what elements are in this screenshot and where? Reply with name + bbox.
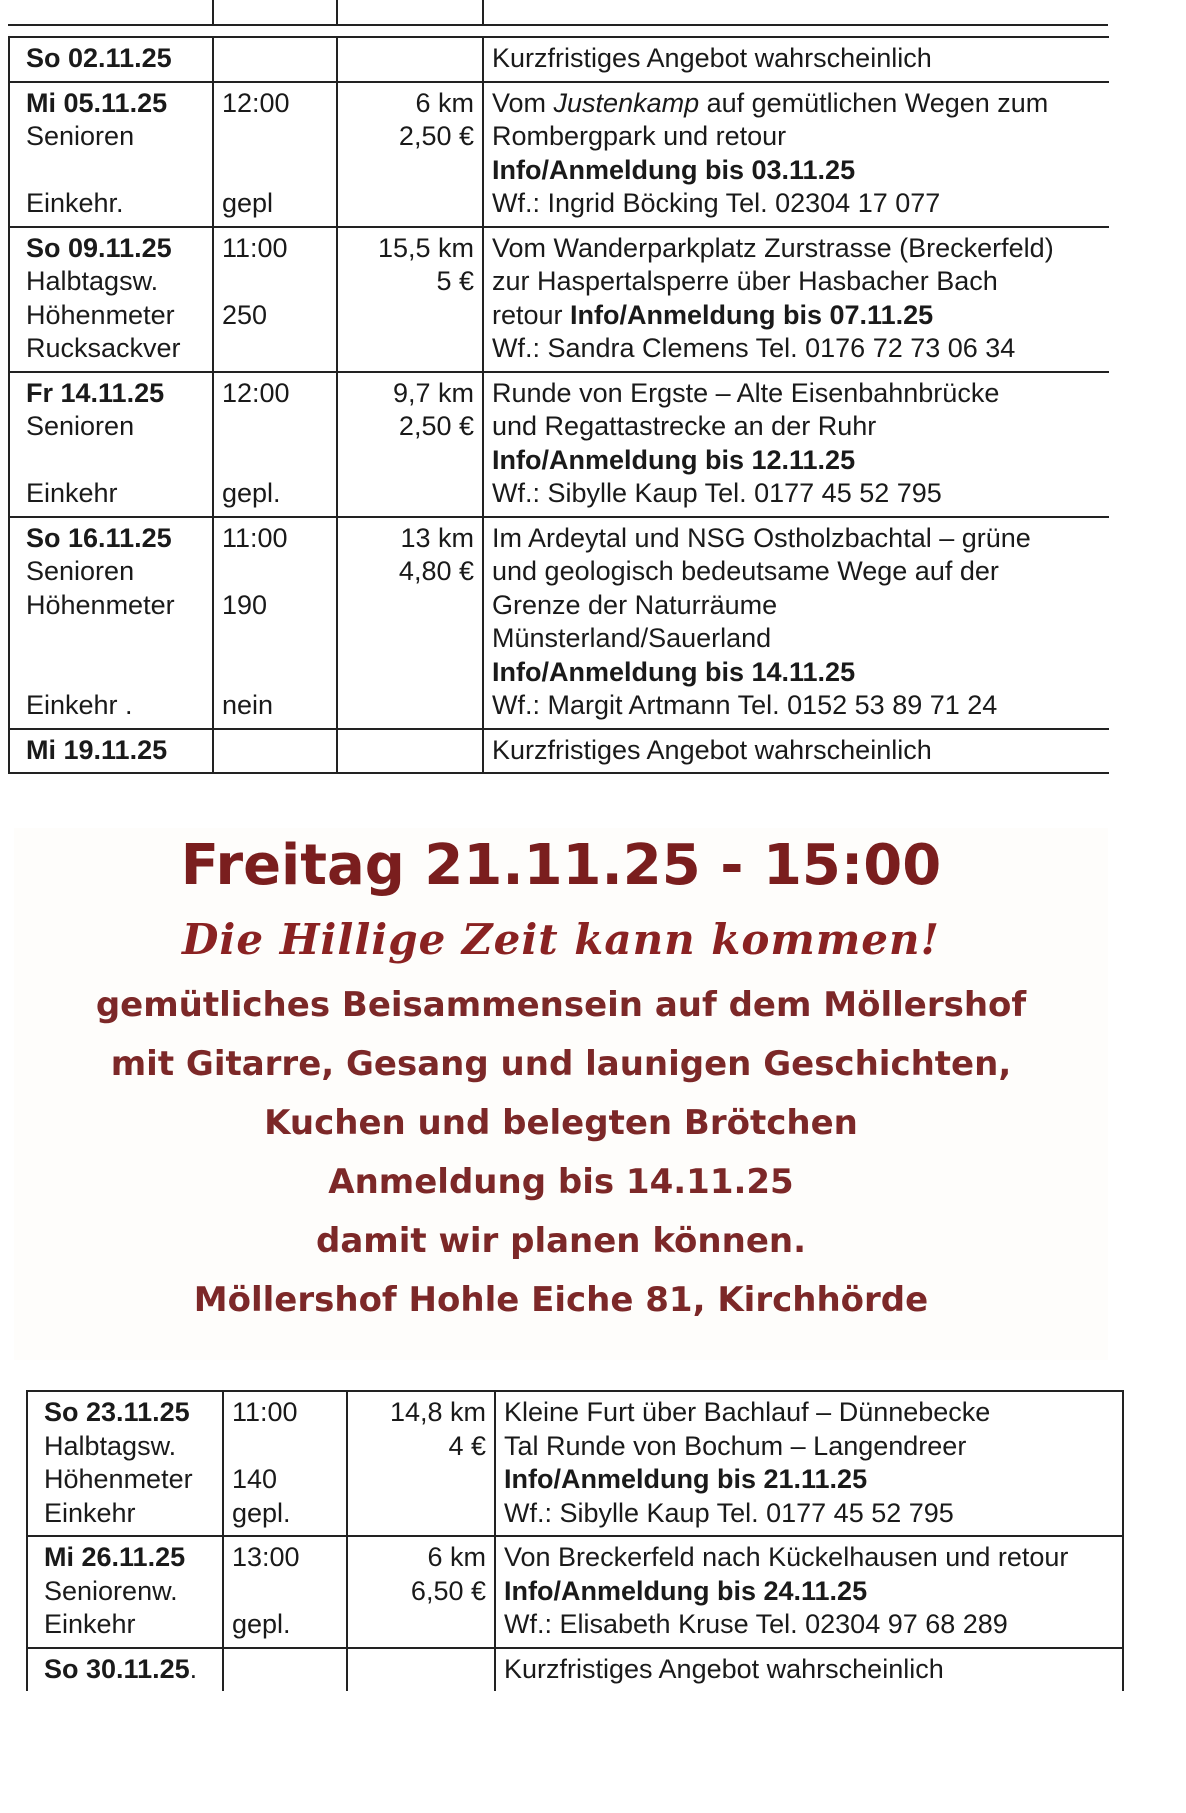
cell-line: Rombergpark und retour [492,121,787,151]
cell-line: Wf.: Ingrid Böcking Tel. 02304 17 077 [492,188,941,218]
cell-line: Info/Anmeldung bis 21.11.25 [504,1464,868,1494]
distance-cost-cell [337,82,483,227]
time-cell [223,1648,347,1692]
cell-line: Kurzfristiges Angebot wahrscheinlich [492,734,932,765]
cell-line: Wf.: Margit Artmann Tel. 0152 53 89 71 24 [492,690,998,720]
description-cell [495,1391,1123,1536]
event-headline: Freitag 21.11.25 - 15:00 [180,833,942,898]
cell-line: Einkehr . [26,690,133,720]
cell-line: Münsterland/Sauerland [492,623,772,653]
cell-line: gepl. [222,478,281,508]
distance-cost-cell [337,227,483,372]
cell-line: zur Haspertalsperre über Hasbacher Bach [492,266,998,296]
cell-line: Seniorenw. [44,1575,178,1606]
cell-line: Halbtagsw. [26,266,159,296]
event-line: Kuchen und belegten Brötchen [264,1103,858,1143]
cell-line: Einkehr. [26,188,124,218]
table-row [9,729,1109,774]
cell-line: Wf.: Sandra Clemens Tel. 0176 72 73 06 34 [492,333,1016,363]
cell-line [26,444,204,478]
table-row [9,82,1109,227]
cell-line: Höhenmeter [26,589,175,620]
cell-line: 2,50 € [398,121,474,151]
schedule-table-1-body [9,37,1109,773]
cell-line: 12:00 [222,87,290,118]
date-cell [9,517,213,729]
cell-line [44,1653,214,1687]
cell-line: Rucksackver [26,333,181,363]
cell-line: Wf.: Sibylle Kaup Tel. 0177 45 52 795 [504,1497,954,1528]
event-line: gemütliches Beisammensein auf dem Möllershof [95,985,1027,1025]
cell-line: 140 [232,1464,278,1494]
cell-line: Senioren [26,121,135,151]
cell-line: Höhenmeter [26,299,175,330]
description-cell [483,372,1109,517]
event-details [14,976,1108,1330]
time-cell [213,227,337,372]
cell-line: Info/Anmeldung bis 03.11.25 [492,154,856,185]
cell-line: So 23.11.25 [44,1397,190,1427]
cell-line [492,299,1101,333]
cell-line: Kurzfristiges Angebot wahrscheinlich [504,1653,944,1684]
description-cell [495,1536,1123,1648]
cell-line [222,444,328,478]
cell-line: gepl. [232,1497,291,1528]
cell-line: Info/Anmeldung bis 14.11.25 [492,656,856,687]
text-fragment: So 30.11.25 [44,1653,190,1684]
description-cell [483,37,1109,82]
cell-line: 11:00 [232,1397,298,1427]
cell-line [222,622,328,656]
cell-line: 14,8 km [389,1397,486,1427]
table-row [27,1648,1123,1692]
cell-line: So 09.11.25 [26,232,172,263]
date-cell [9,372,213,517]
cell-line [232,1575,338,1609]
cell-line: 15,5 km [377,232,474,263]
event-line: Anmeldung bis 14.11.25 [328,1162,794,1202]
cell-line: nein [222,690,274,720]
description-cell [483,227,1109,372]
cell-line: 4 € [448,1430,486,1461]
table-row [27,1536,1123,1648]
distance-cost-cell [347,1536,495,1648]
cell-line [222,120,328,154]
time-cell [213,517,337,729]
cell-line: 13:00 [232,1542,300,1572]
cell-line: Mi 05.11.25 [26,87,168,118]
date-cell [27,1648,223,1692]
date-cell [27,1391,223,1536]
date-cell [9,729,213,774]
date-cell [9,82,213,227]
cell-line [222,656,328,690]
cell-line: Info/Anmeldung bis 24.11.25 [504,1575,868,1606]
cell-line: Fr 14.11.25 [26,377,165,408]
time-cell [213,372,337,517]
cell-line: Einkehr [26,478,118,508]
cell-line [492,87,1101,121]
cell-line [26,656,204,690]
cell-line: 250 [222,299,268,330]
table-row [9,37,1109,82]
time-cell [223,1536,347,1648]
table-row [9,517,1109,729]
text-fragment: auf gemütlichen Wegen zum [699,87,1049,118]
cell-line [232,1430,338,1464]
time-cell [213,729,337,774]
cell-line: Höhenmeter [44,1464,193,1494]
event-line: Möllershof Hohle Eiche 81, Kirchhörde [193,1280,929,1320]
cell-line [222,555,328,589]
cell-line [26,154,204,188]
time-cell [213,37,337,82]
cell-line [222,265,328,299]
cell-line: Halbtagsw. [44,1430,177,1461]
cell-line: So 16.11.25 [26,522,172,553]
previous-row-fragment [8,0,1108,26]
schedule-table-2 [26,1390,1124,1691]
cell-line: 2,50 € [398,411,474,441]
cell-line: Einkehr [44,1609,136,1639]
cell-line: 11:00 [222,522,288,553]
description-cell [483,729,1109,774]
cell-line: Senioren [26,411,135,441]
text-fragment: Info/Anmeldung bis 07.11.25 [570,299,934,330]
cell-line: und geologisch bedeutsame Wege auf der [492,556,999,586]
distance-cost-cell [347,1391,495,1536]
schedule-table-2-body [27,1391,1123,1691]
text-fragment: . [189,1653,198,1684]
cell-line: und Regattastrecke an der Ruhr [492,411,877,441]
date-cell [9,37,213,82]
cell-line: So 02.11.25 [26,43,172,73]
cell-line: 12:00 [222,377,290,408]
cell-line [222,410,328,444]
cell-line: 13 km [400,522,474,553]
time-cell [223,1391,347,1536]
table-row [9,372,1109,517]
text-fragment: retour [492,299,571,330]
cell-line: Info/Anmeldung bis 12.11.25 [492,444,856,475]
cell-line: Tal Runde von Bochum – Langendreer [504,1430,967,1461]
date-cell [9,227,213,372]
event-slogan: Die Hillige Zeit kann kommen! [182,915,940,964]
cell-line: Von Breckerfeld nach Kückelhausen und retour [504,1542,1069,1572]
cell-line: Senioren [26,556,135,586]
cell-line: Mi 19.11.25 [26,734,168,765]
cell-line: 4,80 € [398,556,474,586]
cell-line: Runde von Ergste – Alte Eisenbahnbrücke [492,377,1000,408]
description-cell [483,517,1109,729]
cell-line: 5 € [436,266,474,296]
distance-cost-cell [337,372,483,517]
cell-line: Vom Wanderparkplatz Zurstrasse (Breckerfeld) [492,232,1054,263]
cell-line: Wf.: Elisabeth Kruse Tel. 02304 97 68 289 [504,1609,1008,1639]
event-line: mit Gitarre, Gesang und launigen Geschichten, [110,1044,1012,1084]
cell-line [26,622,204,656]
cell-line: gepl [222,188,274,218]
cell-line: Wf.: Sibylle Kaup Tel. 0177 45 52 795 [492,478,942,508]
cell-line: Im Ardeytal und NSG Ostholzbachtal – grüne [492,522,1031,553]
distance-cost-cell [337,729,483,774]
distance-cost-cell [337,517,483,729]
cell-line: Kurzfristiges Angebot wahrscheinlich [492,43,932,73]
cell-line: Mi 26.11.25 [44,1542,186,1572]
cell-line: 6 km [427,1542,486,1572]
cell-line: 11:00 [222,232,288,263]
cell-line [222,154,328,188]
text-fragment: Vom [492,87,554,118]
cell-line: 9,7 km [392,377,474,408]
cell-line: Kleine Furt über Bachlauf – Dünnebecke [504,1397,991,1427]
time-cell [213,82,337,227]
table-row [9,227,1109,372]
event-announcement [14,828,1108,1360]
description-cell [483,82,1109,227]
table-row [27,1391,1123,1536]
cell-line: 6 km [415,87,474,118]
text-fragment: Justenkamp [553,87,700,118]
schedule-table-1 [8,36,1109,774]
distance-cost-cell [337,37,483,82]
cell-line: Einkehr [44,1497,136,1528]
distance-cost-cell [347,1648,495,1692]
date-cell [27,1536,223,1648]
description-cell [495,1648,1123,1692]
cell-line: 6,50 € [410,1575,486,1606]
event-line: damit wir planen können. [315,1221,806,1261]
cell-line: gepl. [232,1609,291,1639]
cell-line: 190 [222,589,268,620]
cell-line: Grenze der Naturräume [492,589,778,620]
